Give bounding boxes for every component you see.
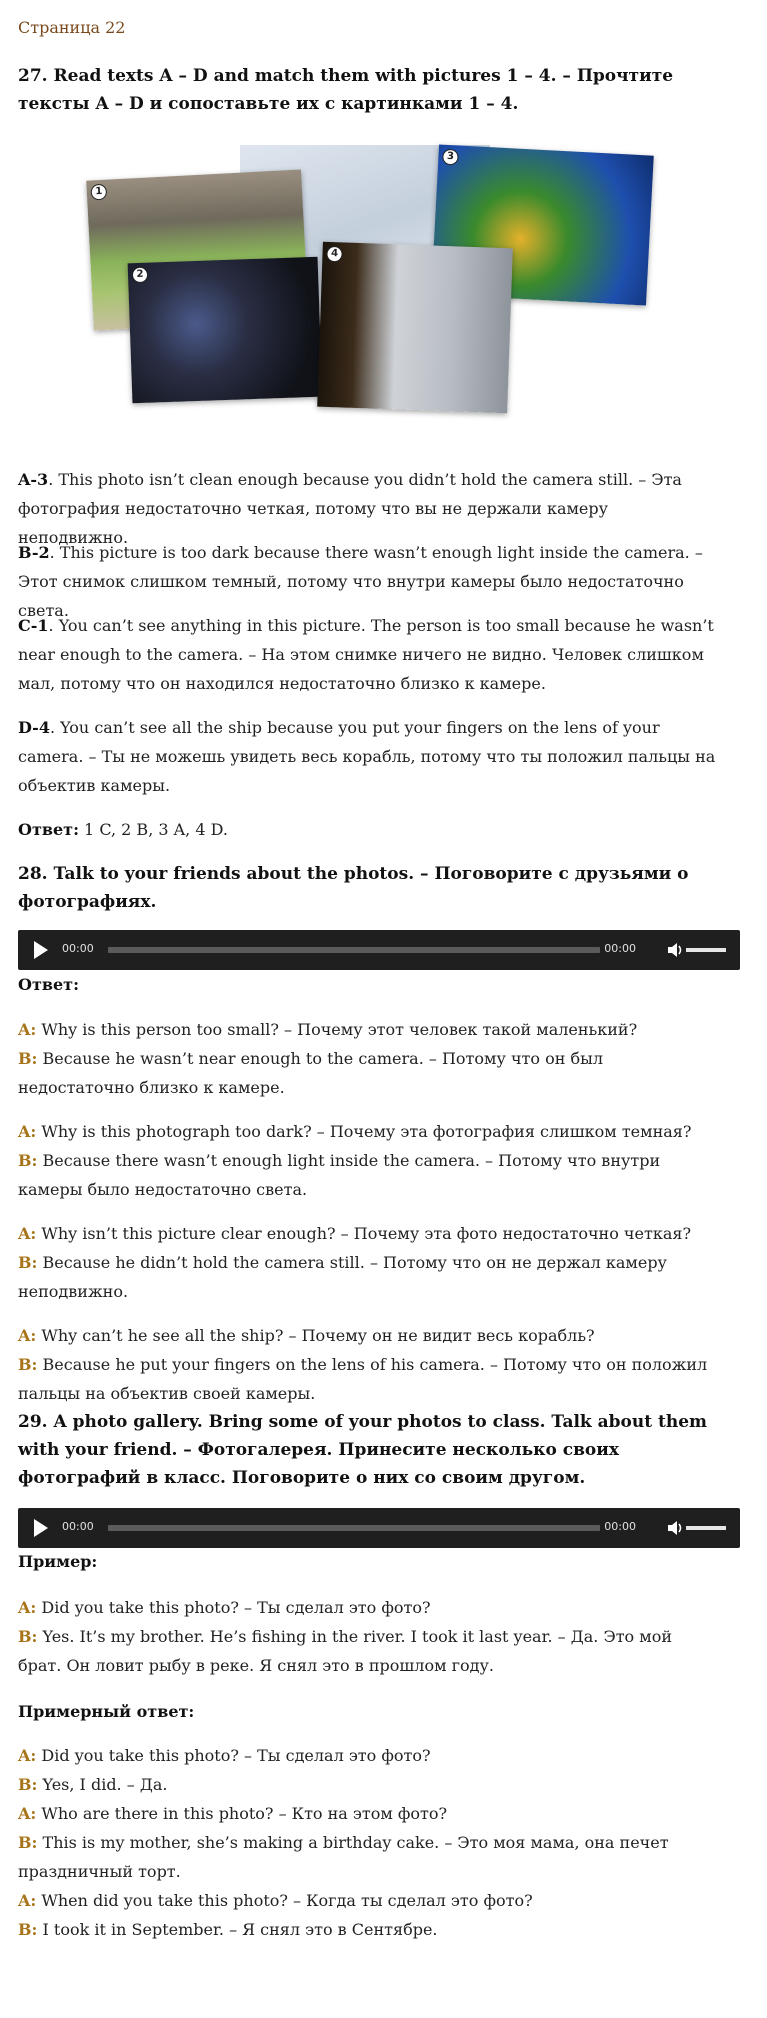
play-button[interactable] [34, 1519, 48, 1537]
dialog-line [18, 1886, 718, 1915]
answer-key: C-1 [18, 616, 49, 635]
line-text: Because he didn’t hold the camera still. – Потому что он не держал камеру неподвижно. [18, 1253, 667, 1301]
speaker: B: [18, 1833, 38, 1852]
progress-bar[interactable] [108, 947, 600, 953]
line-text: Why is this photograph too dark? – Почему эта фотография слишком темная? [36, 1122, 692, 1141]
play-button[interactable] [34, 941, 48, 959]
volume-icon[interactable] [666, 1519, 684, 1537]
speaker-b: B: [18, 1355, 38, 1374]
answer-text: . This photo isn’t clean enough because you didn’t hold the camera still. – Эта фотография недостаточно четкая, потому что вы не держали камеру неподвижно. [18, 470, 682, 547]
volume-icon[interactable] [666, 941, 684, 959]
speaker-b: B: [18, 1253, 38, 1272]
answer-text: . You can’t see anything in this picture. The person is too small because he wasn’t near enough to the camera. – На этом снимке ничего не видно. Человек слишком мал, потому что он находился недостаточно близко к камере. [18, 616, 714, 693]
speaker: B: [18, 1920, 38, 1939]
speaker: B: [18, 1775, 38, 1794]
exercise-28-answer-label: Ответ: [18, 975, 79, 994]
dialog-2 [0, 1117, 736, 1204]
pictures-collage [90, 145, 670, 445]
dialog-line-a [18, 1117, 718, 1146]
dialog-1 [0, 1015, 736, 1102]
picture-2 [128, 257, 323, 404]
dialog-4 [0, 1321, 736, 1408]
dialog-line [18, 1828, 718, 1886]
picture-number-4: 4 [326, 246, 343, 263]
line-text: When did you take this photo? – Когда ты сделал это фото? [36, 1891, 533, 1910]
dialog-line [18, 1915, 718, 1944]
speaker-b: B: [18, 1627, 38, 1646]
speaker: A: [18, 1891, 37, 1910]
picture-4 [317, 242, 513, 414]
answer-text: . You can’t see all the ship because you put your fingers on the lens of your camera. – Ты не можешь увидеть весь корабль, потому что ты положил пальцы на объектив камеры. [18, 718, 716, 795]
progress-bar[interactable] [108, 1525, 600, 1531]
answer-d4 [0, 713, 736, 800]
exercise-27-answer [0, 815, 736, 844]
duration-time: 00:00 [604, 942, 636, 955]
speaker: A: [18, 1804, 37, 1823]
answer-key: B-2 [18, 543, 50, 562]
line-text: This is my mother, she’s making a birthday cake. – Это моя мама, она печет праздничный торт. [18, 1833, 669, 1881]
speaker-a: A: [18, 1326, 37, 1345]
line-text: Did you take this photo? – Ты сделал это фото? [36, 1598, 431, 1617]
example-dialog [0, 1593, 736, 1680]
speaker: A: [18, 1746, 37, 1765]
volume-slider[interactable] [686, 1526, 726, 1530]
answer-c1 [0, 611, 736, 698]
dialog-line [18, 1799, 718, 1828]
line-text: Did you take this photo? – Ты сделал это фото? [36, 1746, 431, 1765]
answer-key: D-4 [18, 718, 50, 737]
volume-slider[interactable] [686, 948, 726, 952]
duration-time: 00:00 [604, 1520, 636, 1533]
dialog-line-b [18, 1044, 718, 1102]
picture-number-2: 2 [132, 267, 149, 284]
line-text: Who are there in this photo? – Кто на этом фото? [36, 1804, 448, 1823]
line-text: Because he wasn’t near enough to the camera. – Потому что он был недостаточно близко к камере. [18, 1049, 604, 1097]
dialog-line-a [18, 1015, 718, 1044]
exercise-27-title: 27. Read texts A – D and match them with pictures 1 – 4. – Прочтите тексты A – D и сопоставьте их с картинками 1 – 4. [18, 66, 674, 114]
dialog-3 [0, 1219, 736, 1306]
answer-label: Ответ: [18, 820, 79, 839]
dialog-line-b [18, 1622, 718, 1680]
answer-value: 1 C, 2 B, 3 A, 4 D. [78, 820, 228, 839]
picture-number-1: 1 [90, 184, 107, 201]
audio-player-28 [18, 930, 740, 970]
dialog-line-a [18, 1321, 718, 1350]
sample-answer-label: Примерный ответ: [18, 1702, 195, 1721]
speaker-a: A: [18, 1020, 37, 1039]
dialog-line-a [18, 1593, 718, 1622]
speaker-b: B: [18, 1049, 38, 1068]
speaker-a: A: [18, 1598, 37, 1617]
speaker-a: A: [18, 1122, 37, 1141]
dialog-line [18, 1741, 718, 1770]
line-text: Because there wasn’t enough light inside the camera. – Потому что внутри камеры было недостаточно света. [18, 1151, 661, 1199]
picture-number-3: 3 [442, 149, 459, 166]
audio-player-29 [18, 1508, 740, 1548]
line-text: Why can’t he see all the ship? – Почему он не видит весь корабль? [36, 1326, 595, 1345]
line-text: I took it in September. – Я снял это в Сентябре. [37, 1920, 438, 1939]
exercise-28-title: 28. Talk to your friends about the photos. – Поговорите с друзьями о фотографиях. [18, 864, 689, 912]
line-text: Because he put your fingers on the lens of his camera. – Потому что он положил пальцы на объектив своей камеры. [18, 1355, 708, 1403]
sample-dialog [0, 1741, 736, 1944]
speaker-b: B: [18, 1151, 38, 1170]
dialog-line [18, 1770, 718, 1799]
speaker-a: A: [18, 1224, 37, 1243]
dialog-line-b [18, 1146, 718, 1204]
answer-key: A-3 [18, 470, 49, 489]
current-time: 00:00 [62, 1520, 94, 1533]
example-label: Пример: [18, 1552, 98, 1571]
line-text: Why isn’t this picture clear enough? – Почему эта фото недостаточно четкая? [36, 1224, 692, 1243]
dialog-line-a [18, 1219, 718, 1248]
line-text: Yes, I did. – Да. [37, 1775, 168, 1794]
dialog-line-b [18, 1350, 718, 1408]
dialog-line-b [18, 1248, 718, 1306]
line-text: Why is this person too small? – Почему этот человек такой маленький? [36, 1020, 638, 1039]
answer-text: . This picture is too dark because there wasn’t enough light inside the camera. – Этот снимок слишком темный, потому что внутри камеры было недостаточно света. [18, 543, 703, 620]
exercise-29-title: 29. A photo gallery. Bring some of your photos to class. Talk about them with your friend. – Фотогалерея. Принесите несколько своих фотографий в класс. Поговорите о них со своим другом. [18, 1412, 708, 1488]
line-text: Yes. It’s my brother. He’s fishing in the river. I took it last year. – Да. Это мой брат. Он ловит рыбу в реке. Я снял это в прошлом году. [18, 1627, 673, 1675]
current-time: 00:00 [62, 942, 94, 955]
page-label: Страница 22 [18, 18, 126, 37]
